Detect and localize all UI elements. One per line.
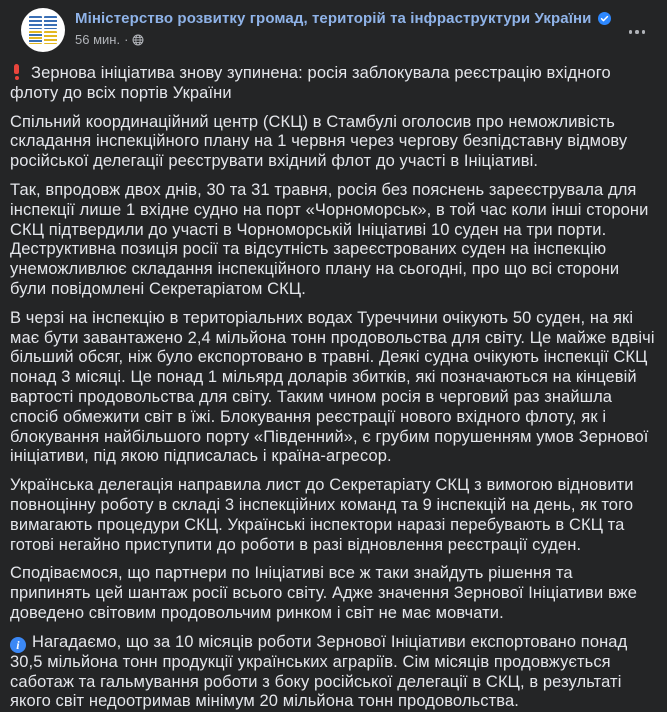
post-paragraph: Сподіваємося, що партнери по Ініціативі все ж таки знайдуть рішення та припинять цей шантаж росії всього світу. Адже значення Зернової Ініціативи вже доведено світовим продовольчим ринком і світ не має мовчати. (10, 564, 638, 622)
verified-badge-icon (598, 12, 611, 25)
post-paragraph: i Нагадаємо, що за 10 місяців роботи Зернової Ініціативи експортовано понад 30,5 мільйона тонн продукції українських аграріїв. Сім місяців продовжується саботаж та гальмування роботи з боку російської делегації в СКЦ, в результаті якого світ недоотримав мінімум 20 мільйона тонн продовольства. (10, 632, 628, 711)
post-text (0, 58, 667, 712)
logo-quadrant (44, 16, 57, 29)
post-paragraph: Українська делегація направила лист до Секретаріату СКЦ з вимогою відновити повноцінну роботу в складі 3 інспекційних команд та 9 інспекцій на день, як того вимагають процедури СКЦ. Українські інспектори наразі перебувають в СКЦ та готові негайно приступити до роботи в разі відновлення реєстрації суден. (10, 476, 634, 554)
page-name-link[interactable]: Міністерство розвитку громад, територій та інфраструктури України (75, 10, 592, 27)
post-header (0, 0, 667, 58)
post-paragraph: Зернова ініціатива знову зупинена: росія заблокувала реєстрацію вхідного флоту до всіх портів України (10, 64, 611, 102)
post-paragraph: Так, впродовж двох днів, 30 та 31 травня, росія без пояснень зареєструвала для інспекції лише 1 вхідне судно на порт «Чорноморськ», в той час коли інші сторони СКЦ підтвердили до участі в Чорноморській Ініціативі 10 суден на три порти. Деструктивна позиція росії та відсутність зареєстрованих суден на інспекцію унеможливлює складання інспекційного плану на сьогодні, про що всі сторони були повідомлені Секретаріатом СКЦ. (10, 180, 649, 298)
globe-icon (132, 34, 144, 46)
ellipsis-icon (635, 30, 639, 34)
logo-quadrant (29, 16, 42, 29)
post-options-button[interactable] (621, 16, 653, 48)
logo-quadrant (29, 31, 42, 44)
post-timestamp[interactable]: 56 мин. (75, 32, 121, 47)
ministry-logo-icon (29, 16, 57, 44)
page-avatar[interactable] (21, 8, 65, 52)
logo-quadrant (44, 31, 57, 44)
meta-separator: · (124, 32, 129, 47)
post-paragraph: В черзі на інспекцію в територіальних водах Туреччини очікують 50 суден, на які має бути завантажено 2,4 мільйона тонн продовольства для світу. Це майже вдвічі більший обсяг, ніж було експортовано в травні. Деякі судна очікують інспекції СКЦ понад 3 місяці. Це понад 1 мільярд доларів збитків, які позначаються на кінцевій вартості продовольства для світу. Таким чином росія в черговий раз знайшла спосіб обмежити світ в їжі. Блокування реєстрації нового вхідного флоту, як і блокування найбільшого порту «Південний», є грубим порушенням умов Зернової ініціативи, під якою підписалась і країна-агресор. (10, 308, 655, 466)
header-text (75, 8, 611, 47)
ellipsis-icon (629, 30, 633, 34)
info-icon: i (10, 637, 26, 653)
post-paragraph: Спільний координаційний центр (СКЦ) в Стамбулі оголосив про неможливість складання інспекційного плану на 1 червня через чергову безпідставну відмову російської делегації реєструвати вхідний флот до участі в Ініціативі. (10, 112, 628, 171)
red-exclamation-icon (10, 64, 24, 80)
ellipsis-icon (642, 30, 646, 34)
